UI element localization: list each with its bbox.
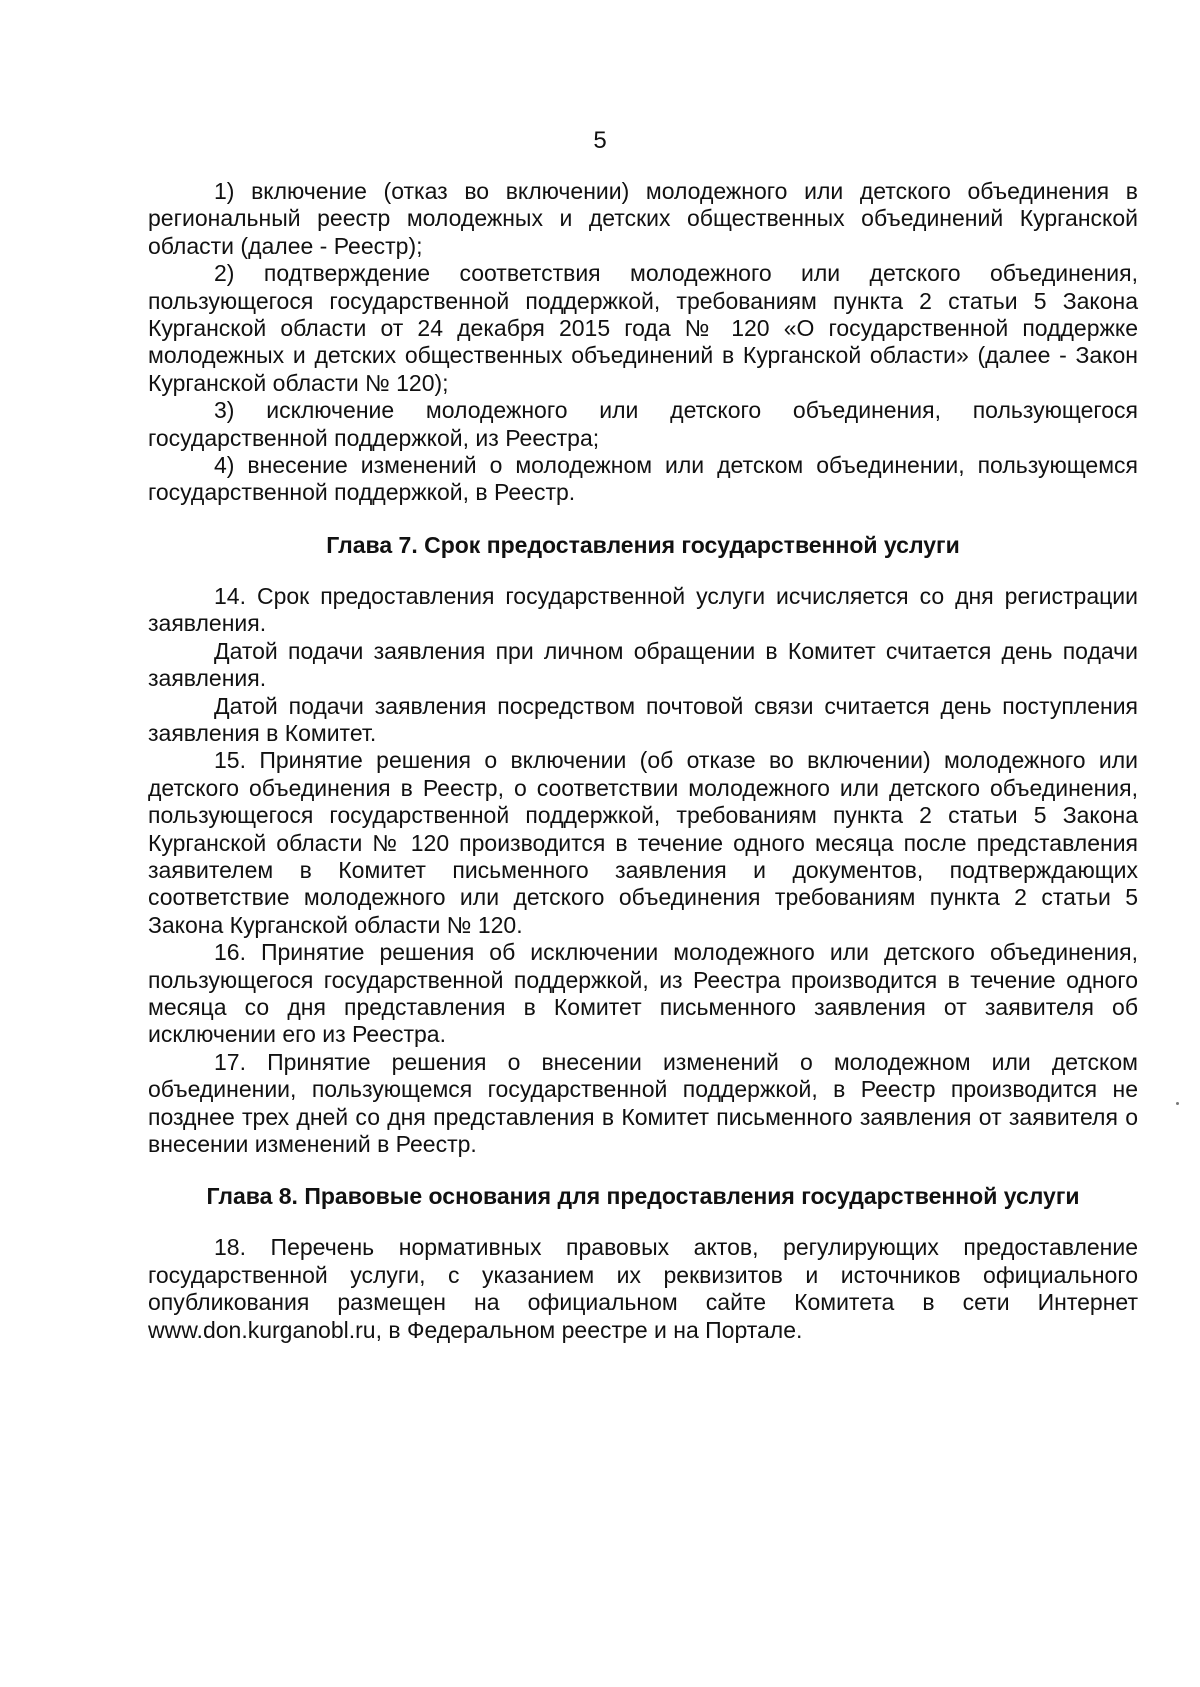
page-number: 5	[593, 127, 607, 154]
clause-14-postal-submission: Датой подачи заявления посредством почтовой связи считается день поступления заявления в Комитет.	[148, 692, 1138, 746]
clause-14-personal-submission: Датой подачи заявления при личном обращении в Комитет считается день подачи заявления.	[148, 637, 1138, 692]
list-item-4: 4) внесение изменений о молодежном или детском объединении, пользующемся государственной поддержкой, в Реестр.	[148, 452, 1138, 506]
document-body	[148, 178, 1138, 1344]
list-item-3: 3) исключение молодежного или детского объединения, пользующегося государственной поддержкой, из Реестра;	[148, 397, 1138, 451]
scan-speck	[1176, 1102, 1179, 1105]
clause-18: 18. Перечень нормативных правовых актов, регулирующих предоставление государственной услуги, с указанием их реквизитов и источников официального опубликования размещен на официальном сайте Комитета в сети Интернет www.don.kurganobl.ru, в Федеральном реестре и на Портале.	[148, 1234, 1138, 1343]
chapter-8-heading: Глава 8. Правовые основания для предоставления государственной услуги	[206, 1183, 1080, 1210]
clause-15: 15. Принятие решения о включении (об отказе во включении) молодежного или детского объединения в Реестр, о соответствии молодежного или детского объединения, пользующегося государственной поддержкой, требованиям пункта 2 статьи 5 Закона Курганской области № 120 производится в течение одного месяца после представления заявителем в Комитет письменного заявления и документов, подтверждающих соответствие молодежного или детского объединения требованиям пункта 2 статьи 5 Закона Курганской области № 120.	[148, 747, 1138, 938]
list-item-2: 2) подтверждение соответствия молодежного или детского объединения, пользующегося государственной поддержкой, требованиям пункта 2 статьи 5 Закона Курганской области от 24 декабря 2015 года № 120 «О государственной поддержке молодежных и детских общественных объединений в Курганской области» (далее - Закон Курганской области № 120);	[148, 260, 1138, 396]
list-item-1: 1) включение (отказ во включении) молодежного или детского объединения в региональный реестр молодежных и детских общественных объединений Курганской области (далее - Реестр);	[148, 178, 1138, 259]
clause-17: 17. Принятие решения о внесении изменений о молодежном или детском объединении, пользующемся государственной поддержкой, в Реестр производится не позднее трех дней со дня представления в Комитет письменного заявления от заявителя о внесении изменений в Реестр.	[148, 1048, 1138, 1157]
clause-14: 14. Срок предоставления государственной услуги исчисляется со дня регистрации заявления.	[148, 582, 1138, 637]
clause-16: 16. Принятие решения об исключении молодежного или детского объединения, пользующегося государственной поддержкой, из Реестра производится в течение одного месяца со дня представления в Комитет письменного заявления от заявителя об исключении его из Реестра.	[148, 939, 1138, 1048]
chapter-7-heading: Глава 7. Срок предоставления государственной услуги	[326, 531, 960, 558]
